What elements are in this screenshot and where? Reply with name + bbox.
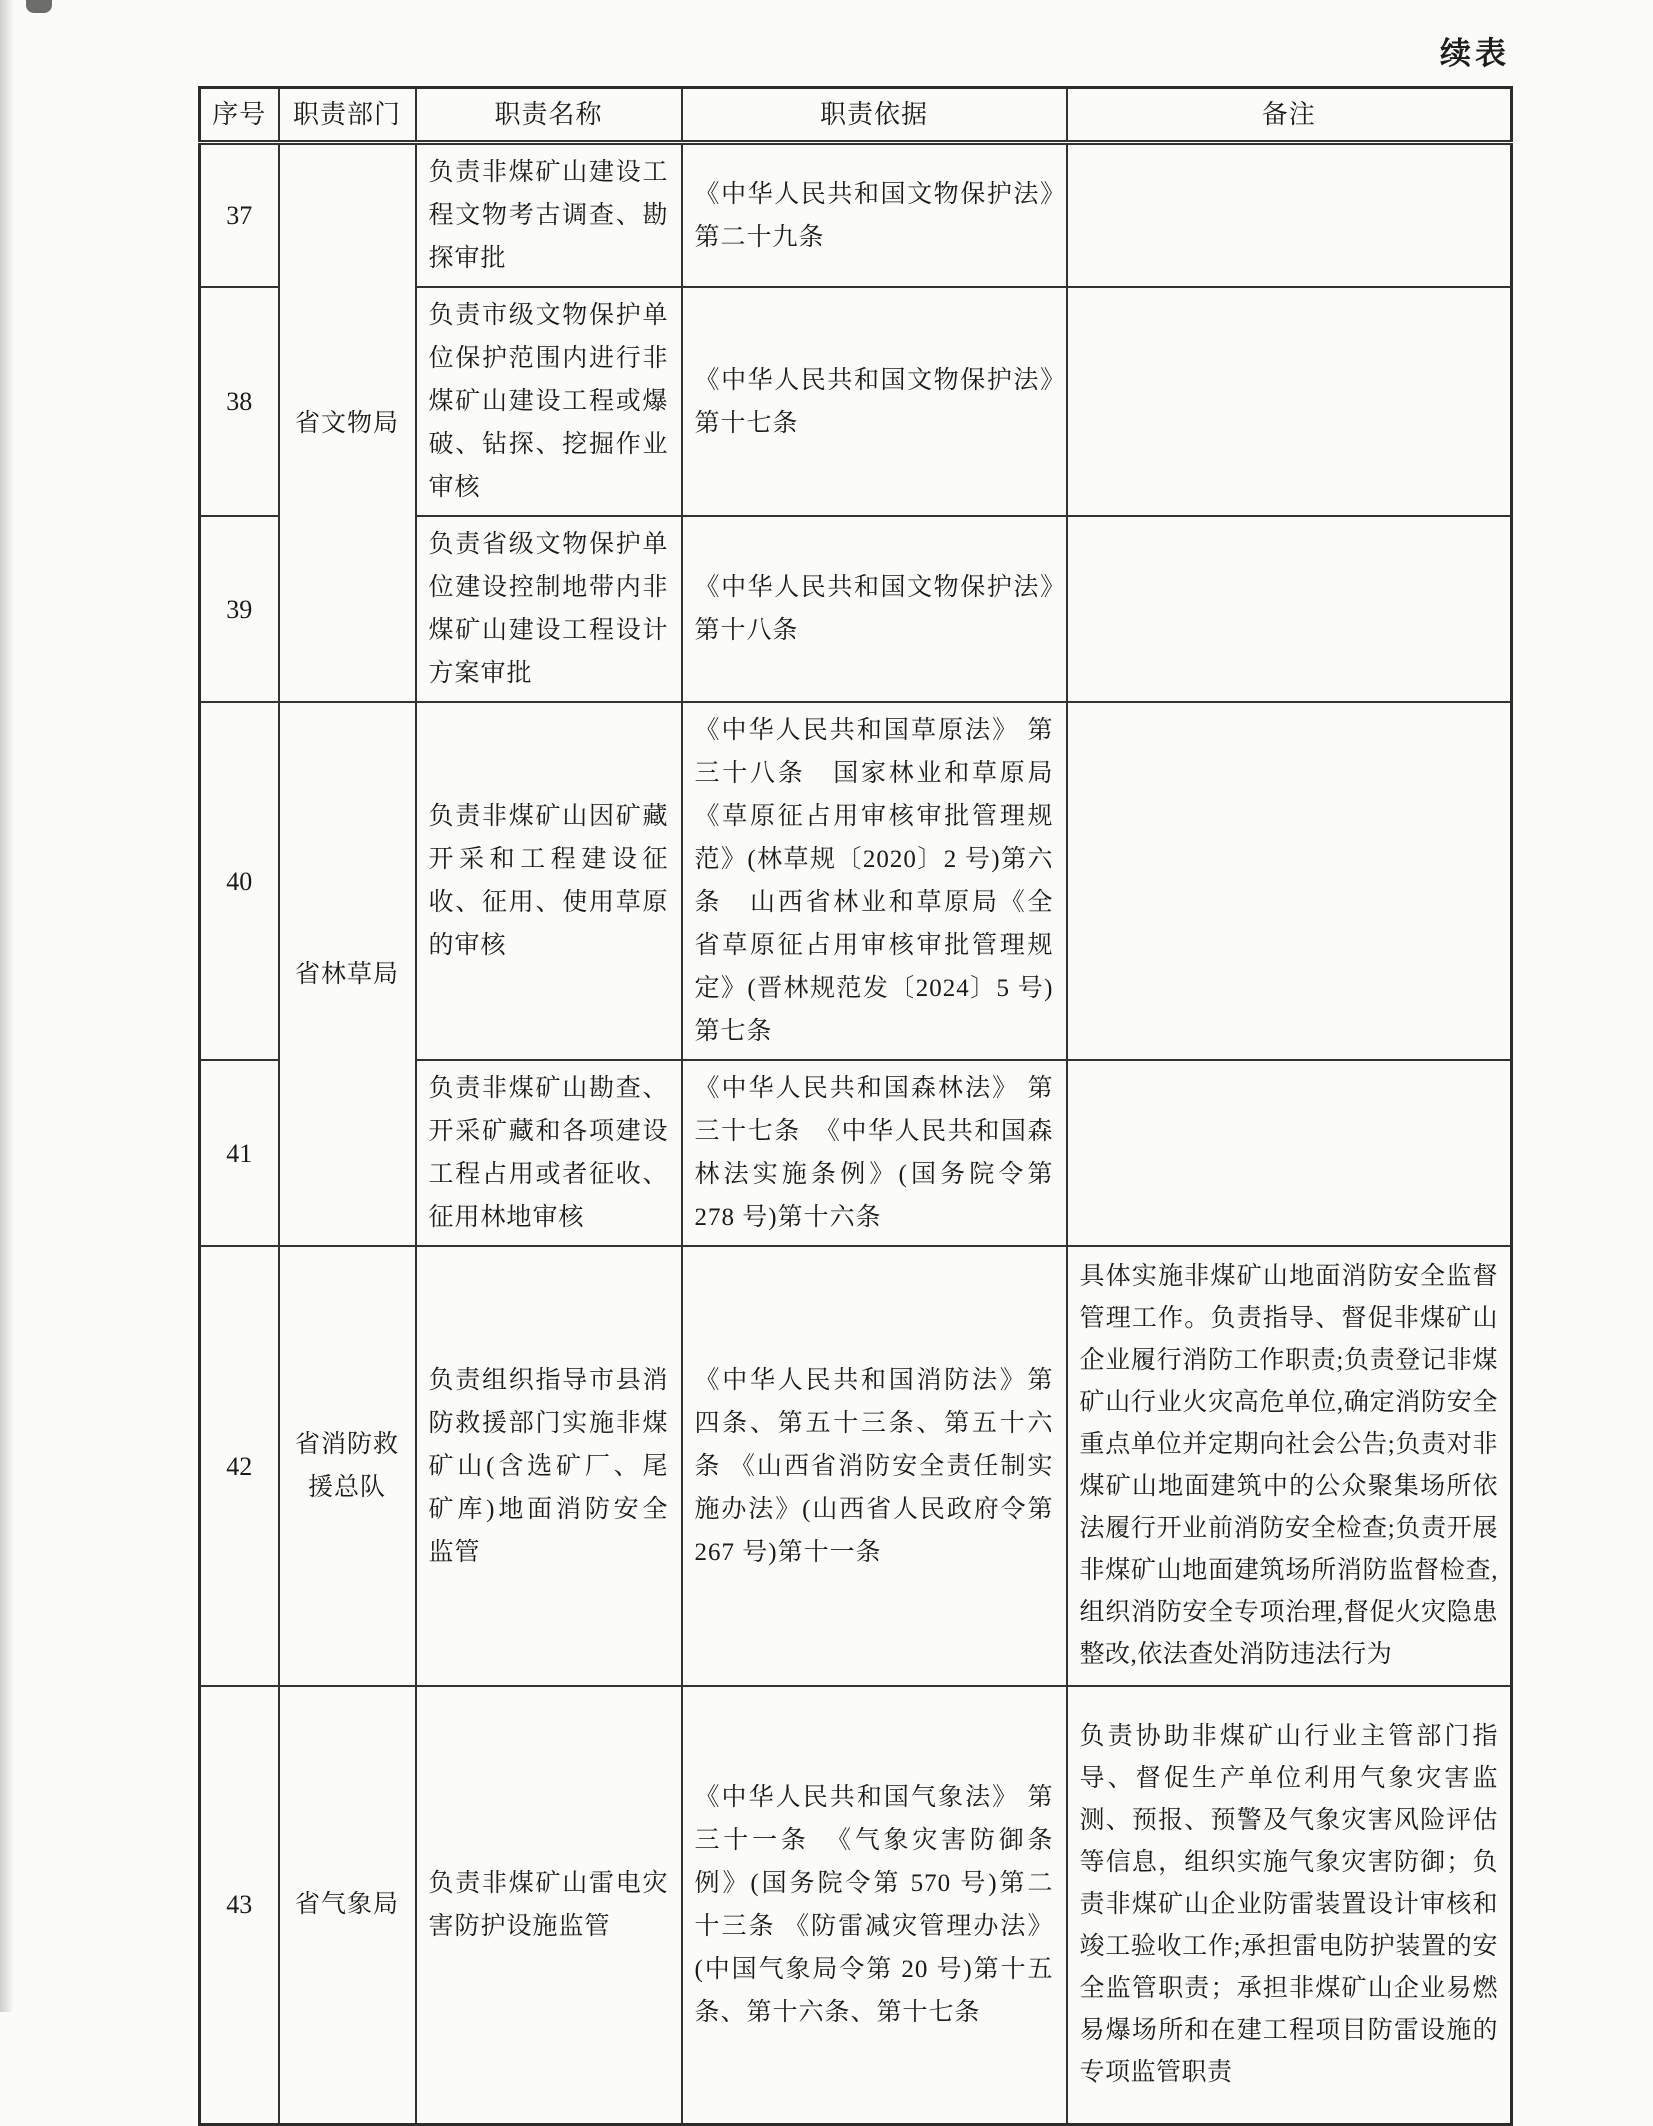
row43-name: 负责非煤矿山雷电灾害防护设施监管	[416, 1686, 682, 2124]
responsibility-table	[198, 86, 1513, 2126]
row38-remark	[1067, 287, 1512, 516]
row40-no: 40	[200, 702, 279, 1060]
row37-name: 负责非煤矿山建设工程文物考古调查、勘探审批	[416, 143, 682, 288]
row43-no: 43	[200, 1686, 279, 2124]
row41-basis: 《中华人民共和国森林法》 第三十七条 《中华人民共和国森林法实施条例》(国务院令第 278 号)第十六条	[682, 1060, 1067, 1246]
row37-basis: 《中华人民共和国文物保护法》第二十九条	[682, 143, 1067, 288]
header-dept: 职责部门	[279, 88, 416, 143]
table-row	[200, 1246, 1512, 1686]
row40-remark	[1067, 702, 1512, 1060]
row39-no: 39	[200, 516, 279, 702]
header-name: 职责名称	[416, 88, 682, 143]
row39-name: 负责省级文物保护单位建设控制地带内非煤矿山建设工程设计方案审批	[416, 516, 682, 702]
row42-remark: 具体实施非煤矿山地面消防安全监督管理工作。负责指导、督促非煤矿山企业履行消防工作职责;负责登记非煤矿山行业火灾高危单位,确定消防安全重点单位并定期向社会公告;负责对非煤矿山地面建筑中的公众聚集场所依法履行开业前消防安全检查;负责开展非煤矿山地面建筑场所消防监督检查,组织消防安全专项治理,督促火灾隐患整改,依法查处消防违法行为	[1067, 1246, 1512, 1686]
header-basis: 职责依据	[682, 88, 1067, 143]
header-no: 序号	[200, 88, 279, 143]
row43-basis: 《中华人民共和国气象法》 第三十一条 《气象灾害防御条例》(国务院令第 570 号)第二十三条 《防雷减灾管理办法》(中国气象局令第 20 号)第十五条、第十六条、第十七条	[682, 1686, 1067, 2124]
row37-remark	[1067, 143, 1512, 288]
continuation-table-label: 续表	[1440, 36, 1510, 71]
dept-cell-lincaoju: 省林草局	[279, 702, 416, 1246]
table-header-row	[200, 88, 1512, 143]
header-remark: 备注	[1067, 88, 1512, 143]
row41-name: 负责非煤矿山勘查、开采矿藏和各项建设工程占用或者征收、征用林地审核	[416, 1060, 682, 1246]
row39-remark	[1067, 516, 1512, 702]
row42-name: 负责组织指导市县消防救援部门实施非煤矿山(含选矿厂、尾矿库)地面消防安全监管	[416, 1246, 682, 1686]
row38-basis: 《中华人民共和国文物保护法》第十七条	[682, 287, 1067, 516]
scan-corner-smudge	[26, 0, 52, 13]
row40-basis: 《中华人民共和国草原法》 第三十八条 国家林业和草原局《草原征占用审核审批管理规范》(林草规〔2020〕2 号)第六条 山西省林业和草原局《全省草原征占用审核审批管理规定》(晋林规范发〔2024〕5 号)第七条	[682, 702, 1067, 1060]
row42-basis: 《中华人民共和国消防法》第四条、第五十三条、第五十六条 《山西省消防安全责任制实施办法》(山西省人民政府令第 267 号)第十一条	[682, 1246, 1067, 1686]
row38-name: 负责市级文物保护单位保护范围内进行非煤矿山建设工程或爆破、钻探、挖掘作业审核	[416, 287, 682, 516]
row37-no: 37	[200, 143, 279, 288]
row41-remark	[1067, 1060, 1512, 1246]
row41-no: 41	[200, 1060, 279, 1246]
dept-cell-xiaofangjiuyuan: 省消防救援总队	[279, 1246, 416, 1686]
row42-no: 42	[200, 1246, 279, 1686]
row38-no: 38	[200, 287, 279, 516]
row43-remark: 负责协助非煤矿山行业主管部门指导、督促生产单位利用气象灾害监测、预报、预警及气象灾害风险评估等信息，组织实施气象灾害防御；负责非煤矿山企业防雷装置设计审核和竣工验收工作;承担雷电防护装置的安全监管职责；承担非煤矿山企业易燃易爆场所和在建工程项目防雷设施的专项监管职责	[1067, 1686, 1512, 2124]
row40-name: 负责非煤矿山因矿藏开采和工程建设征收、征用、使用草原的审核	[416, 702, 682, 1060]
table-row	[200, 702, 1512, 1060]
row39-basis: 《中华人民共和国文物保护法》第十八条	[682, 516, 1067, 702]
table-row	[200, 1686, 1512, 2124]
scan-edge-shadow	[0, 0, 14, 2012]
table-row	[200, 143, 1512, 288]
dept-cell-wenwuju: 省文物局	[279, 143, 416, 703]
dept-cell-qixiangju: 省气象局	[279, 1686, 416, 2124]
